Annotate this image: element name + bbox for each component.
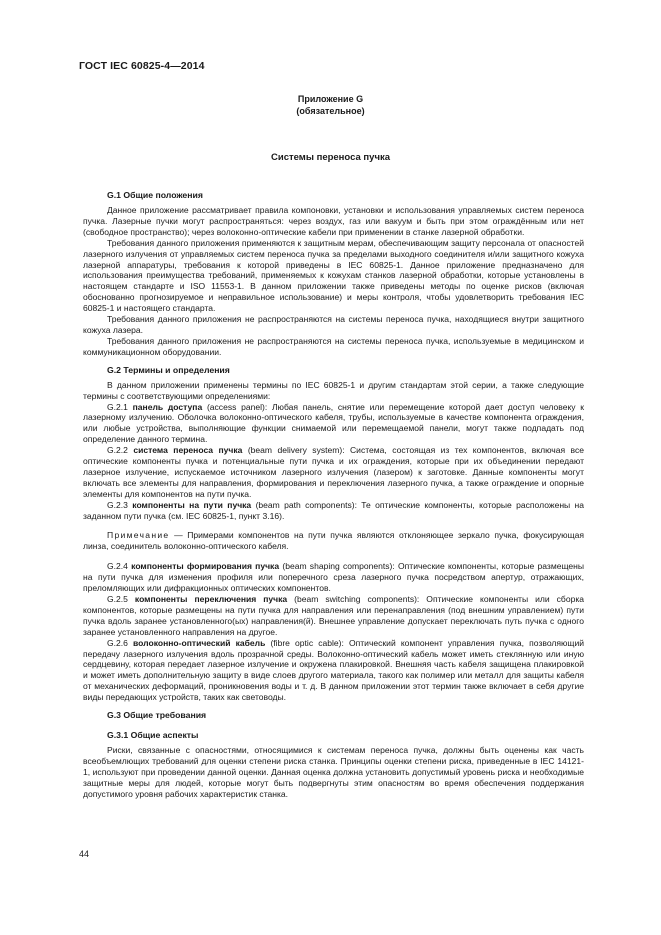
- standard-header: ГОСТ IEC 60825-4—2014: [79, 60, 205, 72]
- annex-title: Приложение G: [297, 94, 364, 104]
- term-number: G.2.5: [107, 594, 128, 604]
- note-text: — Примерами компонентов на пути пучка являются отклоняющее зеркало пучка, фокусирующая линза, соединитель волоконно-оптического кабеля.: [83, 530, 584, 552]
- term-definition: [83, 445, 584, 500]
- term-text: (access panel): Любая панель, снятие или перемещение которой дает доступ человеку к лазерному излучению. Оболочка волоконно-оптического кабеля, трубы, используемые в качестве компонента ограждения, или любые устройства, выполняющие функции снимаемой или перемещаемой панели, могут также подпадать под определение данного термина.: [83, 401, 585, 445]
- paragraph: В данном приложении применены термины по IEC 60825-1 и другим стандартам этой серии, а также следующие термины с соответствующими определениями:: [83, 379, 584, 401]
- term-text: (fibre optic cable): Оптический компонент управления пучка, позволяющий передачу лазерного излучения вдоль прозрачной среды. Волоконно-оптический кабель может иметь стеклянную или иную сердцевину, которая передает лазерное излучение и окружена плакировкой. Внешняя часть кабеля защищена плакировкой и может иметь дополнительную защиту в виде слоев другого материала, такого как полимер или металл для защиты кабеля от механических деформаций, проникновения воды и т. д. В данном приложении этот термин также включает в себя другие виды передающих устройств, таких как световоды.: [83, 637, 584, 703]
- term-number: G.2.1: [107, 401, 128, 412]
- paragraph: Риски, связанные с опасностями, относящимися к системам переноса пучка, должны быть оценены как часть всеобъемлющих требований для оценки степени риска станка. Принципы оценки степени риска, приведенные в IEC 14121-1, используют при проведении данной оценки. Данная оценка должна установить допустимый уровень риска и необходимые защитные меры для людей, которые могут быть подвергнуты этим опасностям во время обеспечения поддержания допустимого уровня рабочих характеристик станка.: [83, 745, 584, 799]
- term-text: (beam shaping components): Оптические компоненты, которые размещены на пути пучка для изменения профиля или поперечного среза лазерного пучка посредством апертур, отражающих, преломляющих или дифракционных оптических компонентов.: [83, 561, 585, 594]
- term-name: система переноса пучка: [133, 445, 243, 456]
- term-text: (beam switching components): Оптические компоненты или сборка компонентов, которые размещены на пути пучка для направления или перенаправления (под внешним управлением) пути пучка вдоль заранее установленного(ых) направления(й). Внешнее управление допускает переключать путь пучка с одного заранее установленного направления на другое.: [83, 594, 585, 637]
- document-title: Системы переноса пучка: [271, 152, 390, 163]
- section-heading-g2: G.2 Термины и определения: [107, 364, 230, 375]
- paragraph: Требования данного приложения не распространяются на системы переноса пучка, находящиеся внутри защитного кожуха лазера.: [83, 314, 584, 335]
- document-body: [83, 190, 584, 800]
- annex-status: (обязательное): [296, 106, 365, 116]
- term-name: волоконно-оптический кабель: [133, 637, 266, 648]
- note: [83, 530, 584, 552]
- term-name: компоненты переключения пучка: [134, 594, 288, 604]
- paragraph: Требования данного приложения не распространяются на системы переноса пучка, используемые в медицинском и коммуникационном оборудовании.: [83, 335, 584, 357]
- term-text: (beam path components): Те оптические компоненты, которые расположены на заданном пути пучка (см. IEC 60825-1, пункт 3.16).: [83, 499, 585, 521]
- term-number: G.2.6: [107, 637, 128, 648]
- term-text: (beam delivery system): Система, состоящая из тех компонентов, включая все оптические компоненты пучка и потенциальные пути пучка и их ограждения, которые при их объединении передают лазерное излучение, испускаемое источником лазерного излучения (лазером) к заготовке. Данные компоненты могут включать все элементы для направления, формирования и переключения лазерного пучка, а также ограждение и опорные элементы для компонентов на пути пучка.: [83, 445, 585, 499]
- term-name: компоненты формирования пучка: [131, 561, 280, 572]
- paragraph: Требования данного приложения применяются к защитным мерам, обеспечивающим защиту персонала от опасностей лазерного излучения от управляемых систем переноса пучка за пределами выходного соединителя и/или защитного кожуха лазерной аппаратуры, требования к которой приведены в IEC 60825-1. Данное приложение предназначено для использования преимущества требований, применяемых к кожухам станков лазерной обработки, которые установлены в настоящем стандарте и ISO 11553-1. В данном приложении также приведены методы по оценке рисков (включая обоснованно прогнозируемое и неправильное использование) и меры контроля, чтобы удовлетворить требования IEC 60825-1 и настоящего стандарта.: [83, 237, 584, 314]
- term-definition: [83, 561, 584, 594]
- paragraph: Данное приложение рассматривает правила компоновки, установки и использования управляемых систем переноса пучка. Лазерные пучки могут распространяться: через воздух, газ или вакуум и быть при этом ограждённым или нет (свободное пространство); через волоконно-оптические кабели при применении в станке лазерной обработки.: [83, 205, 584, 237]
- term-number: G.2.3: [107, 499, 128, 510]
- page-number: 44: [79, 849, 90, 859]
- term-definition: [83, 402, 584, 446]
- term-definition: [83, 638, 584, 703]
- section-heading-g1: G.1 Общие положения: [107, 190, 203, 200]
- section-heading-g3: G.3 Общие требования: [107, 710, 207, 721]
- note-label: Примечание: [107, 530, 170, 541]
- term-name: панель доступа: [132, 401, 203, 412]
- term-number: G.2.2: [107, 445, 128, 456]
- term-number: G.2.4: [107, 561, 128, 572]
- term-definition: [83, 594, 584, 638]
- term-definition: [83, 500, 584, 522]
- term-name: компоненты на пути пучка: [132, 499, 252, 510]
- subsection-heading-g3-1: G.3.1 Общие аспекты: [107, 730, 199, 741]
